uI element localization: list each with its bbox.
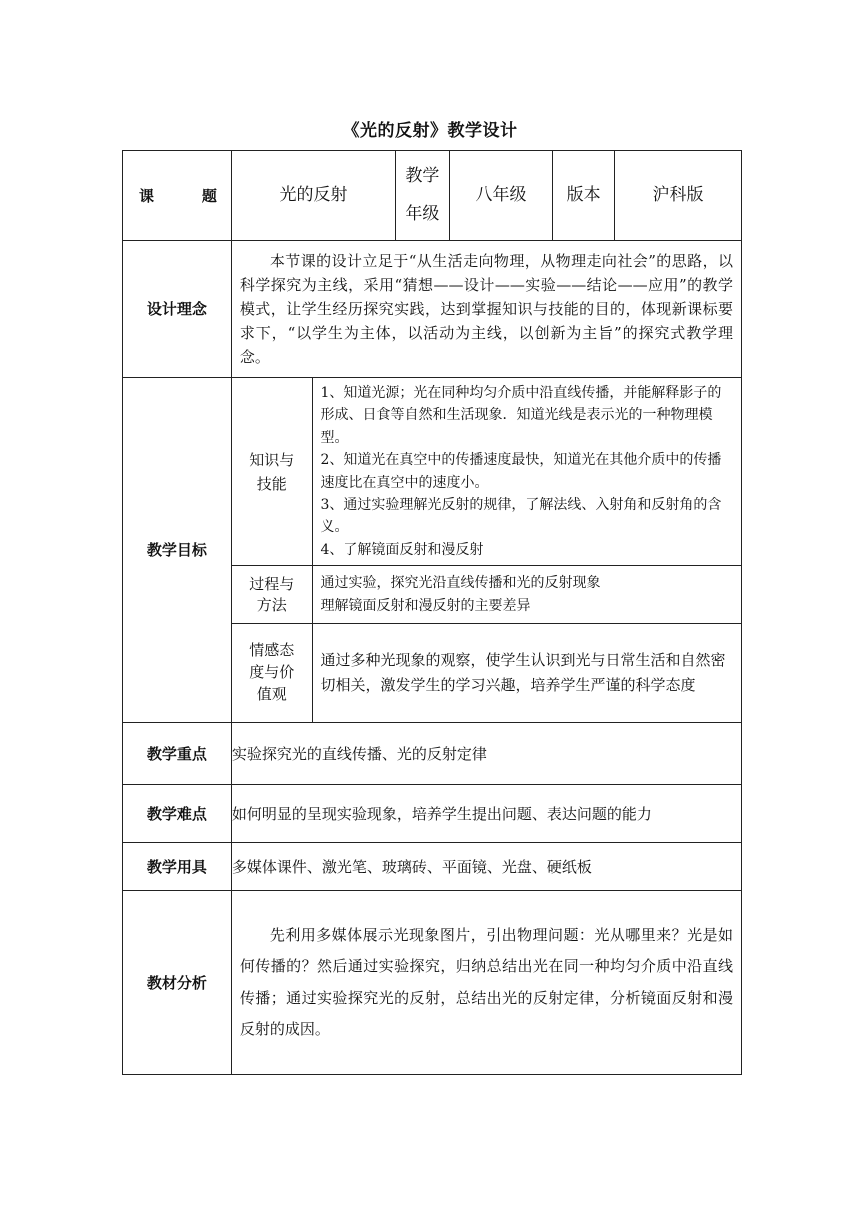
knowledge-label-cell [231,378,312,566]
concept-cell [231,241,741,378]
emotion-cell [312,624,741,723]
knowledge-cell [312,378,741,566]
focus-row [123,723,742,785]
goals-label: 教学目标 [123,378,232,723]
focus-label: 教学重点 [123,723,232,785]
grade-label-cell [396,151,449,241]
process-label-cell [231,566,312,624]
grade-label-line2: 年级 [405,203,440,224]
edition-value: 沪科版 [614,151,741,241]
knowledge-item: 4、了解镜面反射和漫反射 [320,541,484,558]
edition-label: 版本 [553,151,614,241]
process-label-line2: 方法 [256,595,287,614]
topic-value: 光的反射 [231,151,395,241]
analysis-label: 教材分析 [123,891,232,1075]
header-row [123,151,742,241]
document-title: 《光的反射》教学设计 [342,121,518,141]
emotion-text: 通过多种光现象的观察，使学生认识到光与日常生活和自然密切相关，激发学生的学习兴趣，培养学生严谨的科学态度 [320,651,726,694]
process-cell [312,566,741,624]
emotion-label-cell [231,624,312,723]
difficulty-text: 如何明显的呈现实验现象，培养学生提出问题、表达问题的能力 [231,785,741,843]
topic-label-cell [123,151,232,241]
focus-text: 实验探究光的直线传播、光的反射定律 [231,723,741,785]
difficulty-label: 教学难点 [123,785,232,843]
process-item: 理解镜面反射和漫反射的主要差异 [320,597,531,614]
process-item: 通过实验，探究光沿直线传播和光的反射现象 [320,575,601,592]
concept-label: 设计理念 [123,241,232,378]
concept-row [123,241,742,378]
lesson-plan-table [122,150,742,1075]
emotion-label-line1: 情感态 [249,641,295,660]
grade-label-line1: 教学 [405,166,440,187]
difficulty-row [123,785,742,843]
emotion-label-line2: 度与价 [249,663,295,682]
knowledge-item: 1、知道光源；光在同种均匀介质中沿直线传播，并能解释影子的形成、日食等自然和生活现象．知道光线是表示光的一种物理模型。 [320,384,722,446]
grade-value: 八年级 [449,151,553,241]
concept-text: 本节课的设计立足于“从生活走向物理，从物理走向社会”的思路，以科学探究为主线，采用“猜想——设计——实验——结论——应用”的教学模式，让学生经历探究实践，达到掌握知识与技能的目的，体现新课标要求下，“以学生为主体，以活动为主线，以创新为主旨”的探究式教学理念。 [239,252,733,366]
analysis-cell [231,891,741,1075]
knowledge-item: 3、通过实验理解光反射的规律，了解法线、入射角和反射角的含义。 [320,496,722,536]
analysis-text: 先利用多媒体展示光现象图片，引出物理问题：光从哪里来？光是如何传播的？然后通过实验探究，归纳总结出光在同一种均匀介质中沿直线传播；通过实验探究光的反射，总结出光的反射定律，分析镜面反射和漫反射的成因。 [239,925,733,1038]
tools-label: 教学用具 [123,843,232,891]
knowledge-label-line2: 技能 [256,474,287,493]
goals-knowledge-row [123,378,742,566]
tools-text: 多媒体课件、激光笔、玻璃砖、平面镜、光盘、硬纸板 [231,843,741,891]
emotion-label-line3: 值观 [256,684,287,703]
knowledge-label-line1: 知识与 [249,450,295,469]
analysis-row [123,891,742,1075]
topic-label-char-2: 题 [201,186,217,205]
process-label-line1: 过程与 [249,575,295,594]
knowledge-item: 2、知道光在真空中的传播速度最快，知道光在其他介质中的传播速度比在真空中的速度小。 [320,452,722,491]
topic-label-char-1: 课 [139,186,155,205]
tools-row [123,843,742,891]
